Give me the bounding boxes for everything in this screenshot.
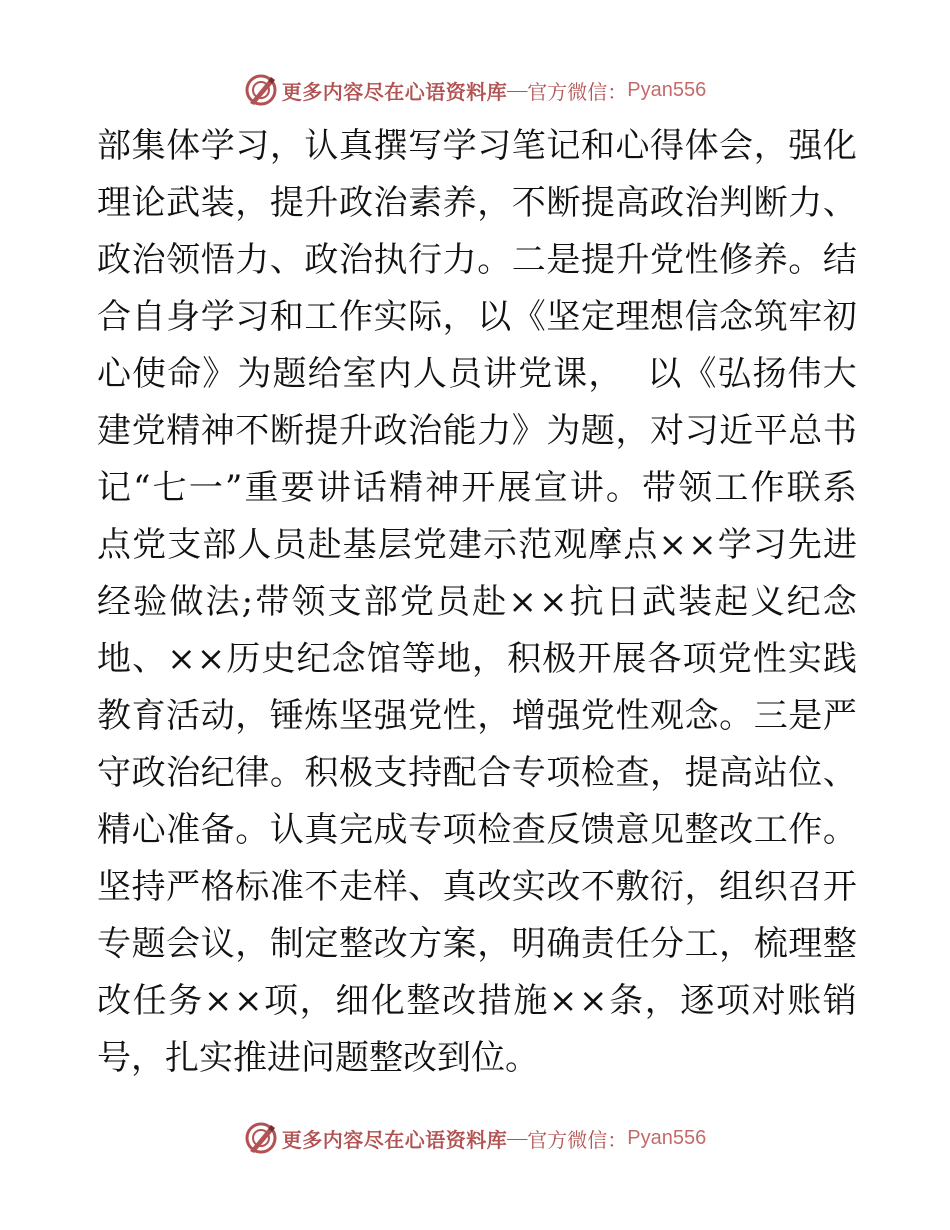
- body-line: 守 政 治 纪 律 。 积 极 支 持 配 合 专 项 检 查 ， 提 高 站 位 、: [97, 753, 857, 793]
- body-line: 教 育 活 动 ， 锤 炼 坚 强 党 性 ， 增 强 党 性 观 念 。 三 是 严: [97, 696, 857, 736]
- brand-text: 更多内容尽在心语资料库: [281, 79, 508, 104]
- body-line: 记 “ 七 一 ” 重 要 讲 话 精 神 开 展 宣 讲 。 带 领 工 作 联 系: [97, 468, 857, 508]
- brand-text: 更多内容尽在心语资料库: [281, 1127, 508, 1152]
- pen-logo-icon: [244, 73, 278, 107]
- body-line: 建 党 精 神 不 断 提 升 政 治 能 力 》 为 题 ， 对 习 近 平 总 书: [97, 411, 857, 451]
- body-line: 理 论 武 装 ， 提 升 政 治 素 养 ， 不 断 提 高 政 治 判 断 力 、: [97, 183, 857, 223]
- body-line: 专 题 会 议 ， 制 定 整 改 方 案 ， 明 确 责 任 分 工 ， 梳 理 整: [97, 924, 857, 964]
- body-text: [97, 118, 857, 1087]
- body-line: 坚 持 严 格 标 准 不 走 样 、 真 改 实 改 不 敷 衍 ， 组 织 召 开: [97, 867, 857, 907]
- body-line: 政 治 领 悟 力 、 政 治 执 行 力 。 二 是 提 升 党 性 修 养 。 结: [97, 240, 857, 280]
- banner-separator: —: [507, 78, 528, 101]
- body-line: 经 验 做 法 ; 带 领 支 部 党 员 赴 × × 抗 日 武 装 起 义 纪 念: [97, 582, 857, 622]
- body-line: 合 自 身 学 习 和 工 作 实 际 ， 以 《 坚 定 理 想 信 念 筑 牢 初: [97, 297, 857, 337]
- banner-separator: —: [507, 1126, 528, 1149]
- body-line: 心 使 命 》 为 题 给 室 内 人 员 讲 党 课 ， 以 《 弘 扬 伟 大: [97, 354, 857, 394]
- footer-banner: [0, 1118, 950, 1158]
- body-line: 精 心 准 备 。 认 真 完 成 专 项 检 查 反 馈 意 见 整 改 工 作 。: [97, 810, 857, 850]
- header-banner: [0, 70, 950, 110]
- body-line: 改 任 务 × × 项 ， 细 化 整 改 措 施 × × 条 ， 逐 项 对 账 销: [97, 981, 857, 1021]
- wechat-id: Pyan556: [627, 78, 707, 101]
- body-line: 点 党 支 部 人 员 赴 基 层 党 建 示 范 观 摩 点 × × 学 习 先 进: [97, 525, 857, 565]
- body-line: 号，扎实推进问题整改到位。: [97, 1038, 539, 1078]
- body-line: 地 、 × × 历 史 纪 念 馆 等 地 ， 积 极 开 展 各 项 党 性 实 践: [97, 639, 857, 679]
- wechat-id: Pyan556: [627, 1126, 707, 1149]
- wechat-label: 官方微信：: [527, 79, 628, 104]
- pen-logo-icon: [244, 1121, 278, 1155]
- wechat-label: 官方微信：: [527, 1127, 628, 1152]
- body-line: 部 集 体 学 习 ， 认 真 撰 写 学 习 笔 记 和 心 得 体 会 ， 强 化: [97, 126, 857, 166]
